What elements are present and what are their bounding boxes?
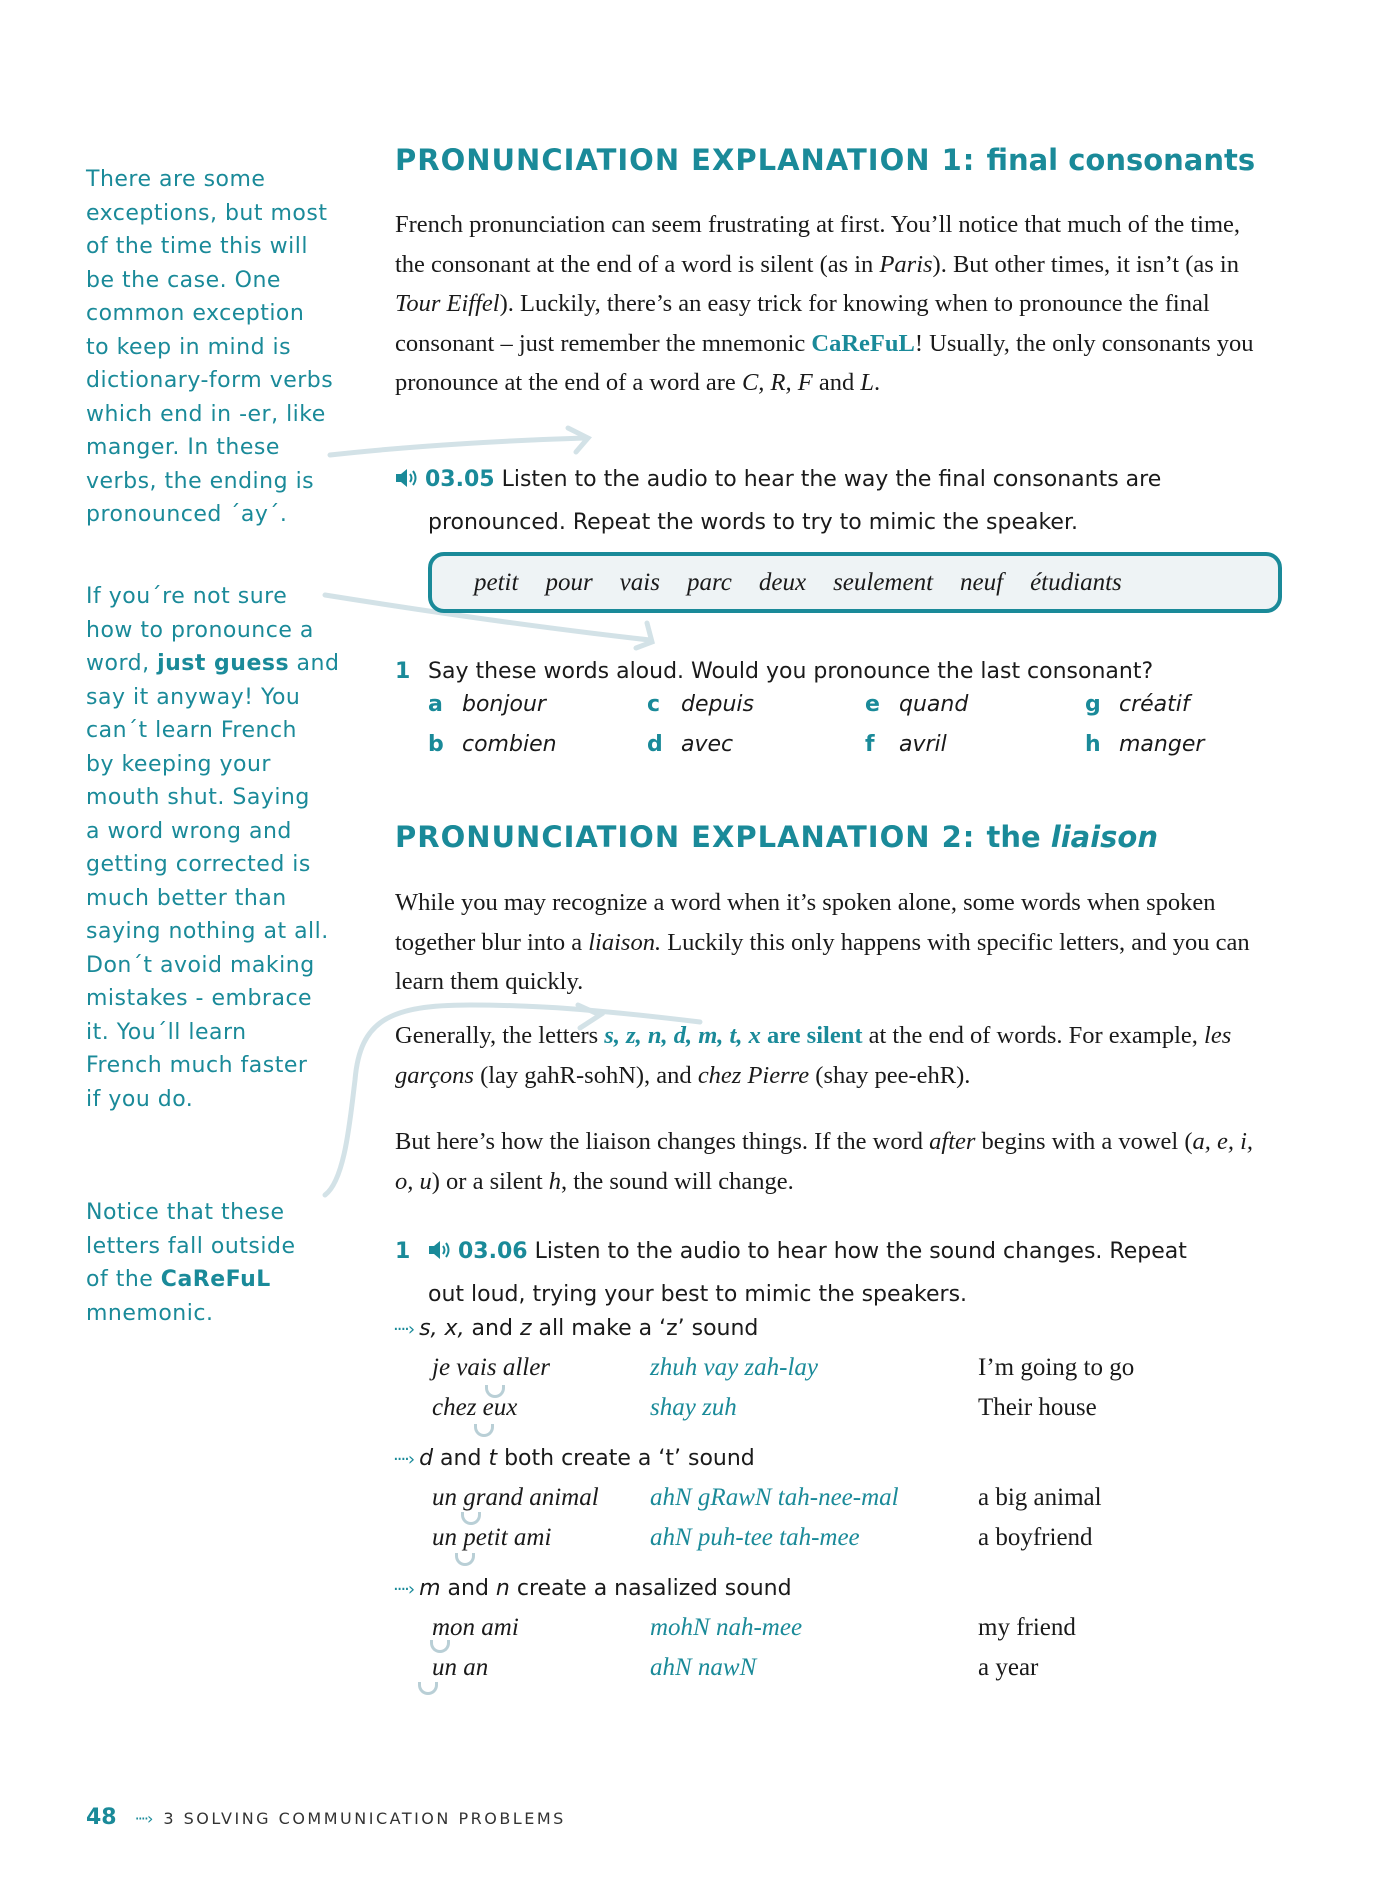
heading-tail: final consonants <box>986 143 1256 177</box>
example-phrase: les garçons <box>395 1022 1232 1089</box>
word: deux <box>758 568 807 596</box>
note-line: pronounced ´ay´. <box>86 502 288 527</box>
speaker-icon[interactable] <box>395 463 421 503</box>
example-word: Paris <box>879 250 933 278</box>
item-word: créatif <box>1119 692 1190 717</box>
word: seulement <box>833 568 934 596</box>
english: a boyfriend <box>978 1524 1093 1551</box>
note-line: getting corrected is <box>86 852 311 877</box>
note-line: mouth shut. Saying <box>86 785 310 810</box>
side-note-careful <box>86 1196 376 1330</box>
instruction-text: Listen to the audio to hear how the sound changes. Repeat <box>534 1239 1187 1264</box>
exercise-item <box>865 692 968 717</box>
note-line: by keeping your <box>86 751 271 777</box>
rule-heading-t-sound <box>393 1446 755 1471</box>
dotted-arrow-icon: ····› <box>393 1579 414 1600</box>
letters: C, R, F <box>741 369 813 396</box>
word: pour <box>545 568 593 596</box>
example-phrase: chez Pierre <box>697 1061 810 1089</box>
page-footer <box>86 1805 566 1830</box>
english: a big animal <box>978 1484 1102 1511</box>
instruction-line <box>395 460 1255 503</box>
text: French pronunciation can seem frustrating at first. You’ll notice that much of the time, the consonant at the end of a word is silent (as in <box>395 211 1241 278</box>
note-emphasis: just guess <box>157 651 290 676</box>
note-line: Don´t avoid making <box>86 952 315 978</box>
letters: n <box>495 1576 510 1601</box>
silent-letters: s, z, n, d, m, t, x <box>604 1022 761 1049</box>
note-line: Notice that these <box>86 1200 285 1225</box>
text: both create a ‘t’ sound <box>497 1446 755 1471</box>
item-letter: h <box>1085 732 1101 757</box>
letters: t <box>488 1446 498 1471</box>
note-line: French much faster <box>86 1053 308 1078</box>
note-line: dictionary-form verbs <box>86 368 334 393</box>
exercise-item <box>865 732 947 757</box>
word: neuf <box>960 568 1004 596</box>
example-word: Tour Eiffel <box>395 290 500 317</box>
heading-tail: the <box>986 820 1051 854</box>
note-line: to keep in mind is <box>86 334 292 360</box>
word: vais <box>619 568 660 596</box>
note-line: mnemonic. <box>86 1300 214 1326</box>
item-letter: c <box>647 692 661 717</box>
item-letter: b <box>428 732 444 757</box>
text: ). But other times, it isn’t (as in <box>932 250 1239 278</box>
audio-track-code[interactable]: 03.05 <box>425 467 495 492</box>
chapter-title: 3 SOLVING COMMUNICATION PROBLEMS <box>163 1809 566 1828</box>
note-line <box>86 1263 376 1297</box>
note-text: and <box>289 651 340 676</box>
word: étudiants <box>1030 568 1122 596</box>
phonetic: zhuh vay zah-lay <box>650 1354 819 1381</box>
note-line: which end in -er, like <box>86 401 326 427</box>
item-word: bonjour <box>462 692 546 717</box>
letters: s, x, <box>419 1316 465 1341</box>
note-line: letters fall outside <box>86 1233 296 1259</box>
letters: m <box>419 1576 441 1601</box>
heading-main: PRONUNCIATION EXPLANATION 1: <box>395 143 987 177</box>
text: begins with a vowel ( <box>975 1128 1193 1155</box>
heading-main: PRONUNCIATION EXPLANATION 2: <box>395 820 987 854</box>
phonetic: ahN nawN <box>650 1654 757 1681</box>
item-letter: f <box>865 732 875 757</box>
letters: z <box>519 1316 532 1341</box>
dotted-arrow-icon: ····› <box>393 1319 414 1340</box>
note-line: can´t learn French <box>86 718 297 743</box>
paragraph-liaison-intro <box>395 883 1255 1002</box>
note-line: say it anyway! You <box>86 684 301 710</box>
word: petit <box>474 568 519 596</box>
note-line: be the case. One <box>86 267 281 293</box>
liaison-mark-icon <box>430 1640 450 1653</box>
text: While you may recognize a word when it’s spoken alone, some words when spoken together blur into a <box>395 889 1216 956</box>
item-letter: d <box>647 732 663 757</box>
item-word: avril <box>899 732 947 757</box>
text: (shay pee-ehR). <box>809 1061 971 1089</box>
heading-tail-italic: liaison <box>1050 820 1158 854</box>
exercise-number: 1 <box>395 1239 411 1264</box>
liaison-mark-icon <box>418 1682 438 1695</box>
note-line: exceptions, but most <box>86 200 328 226</box>
audio-instruction-0305 <box>395 460 1255 542</box>
instruction-text: out loud, trying your best to mimic the speakers. <box>428 1281 968 1307</box>
exercise-item <box>647 732 733 757</box>
exercise-item <box>428 732 557 757</box>
note-line: manger. In these <box>86 435 280 460</box>
paragraph-final-consonants <box>395 205 1255 403</box>
mnemonic: CaReFuL <box>811 329 915 357</box>
audio-instruction-0306 <box>395 1232 1255 1314</box>
french-phrase: chez eux <box>432 1394 518 1421</box>
section-heading-final-consonants <box>395 143 1255 177</box>
exercise-number: 1 <box>395 659 411 684</box>
note-text: of the <box>86 1267 161 1292</box>
text: . <box>873 369 881 396</box>
note-line: if you do. <box>86 1086 194 1112</box>
text: ). Luckily, there’s an easy trick for knowing when to pronounce the final consonant – just remember the mnemonic <box>395 290 1210 357</box>
french-phrase: un petit ami <box>432 1524 552 1551</box>
note-line: how to pronounce a <box>86 617 314 643</box>
phonetic: ahN gRawN tah-nee-mal <box>650 1484 899 1511</box>
letters: L <box>860 369 874 396</box>
page-number: 48 <box>86 1805 117 1830</box>
note-text: word, <box>86 651 158 676</box>
english: my friend <box>978 1614 1076 1641</box>
side-note-exceptions <box>86 163 376 532</box>
vowels: a, e, i, o, u <box>395 1128 1254 1195</box>
dotted-arrow-icon: ····› <box>393 1449 414 1470</box>
note-line: of the time this will <box>86 234 308 259</box>
term: liaison. <box>588 928 662 956</box>
instruction-line <box>395 1232 1255 1275</box>
section-heading-liaison <box>395 820 1158 854</box>
french-phrase: un an <box>432 1654 489 1681</box>
note-line: There are some <box>86 167 266 192</box>
english: Their house <box>978 1394 1097 1421</box>
side-note-just-guess <box>86 580 376 1116</box>
instruction-text: pronounced. Repeat the words to try to mimic the speaker. <box>428 509 1078 535</box>
liaison-mark-icon <box>455 1553 475 1566</box>
english: a year <box>978 1654 1039 1681</box>
note-line: it. You´ll learn <box>86 1019 247 1045</box>
text: ) or a silent <box>431 1167 549 1195</box>
item-letter: a <box>428 692 443 717</box>
text: ! Usually, the only consonants you pronounce at the end of a word are <box>395 329 1254 396</box>
exercise-item <box>647 692 754 717</box>
note-line: saying nothing at all. <box>86 919 329 944</box>
note-line: much better than <box>86 885 287 911</box>
text: , the sound will change. <box>561 1167 794 1195</box>
note-line: mistakes - embrace <box>86 986 313 1011</box>
exercise-prompt: Say these words aloud. Would you pronounce the last consonant? <box>428 659 1154 684</box>
dotted-arrow-icon: ····› <box>134 1809 152 1828</box>
item-letter: e <box>865 692 880 717</box>
text: create a nasalized sound <box>509 1576 792 1601</box>
text: all make a ‘z’ sound <box>531 1316 759 1341</box>
text: Luckily this only happens with specific letters, and you can learn them quickly. <box>395 928 1250 995</box>
french-phrase: un grand animal <box>432 1484 599 1511</box>
text: But here’s how the liaison changes things. If the word <box>395 1128 930 1155</box>
note-emphasis: CaReFuL <box>160 1267 271 1292</box>
item-word: combien <box>462 732 557 757</box>
french-phrase: mon ami <box>432 1614 519 1641</box>
letters: d <box>419 1446 434 1471</box>
paragraph-liaison-change <box>395 1122 1255 1201</box>
exercise-1-prompt <box>395 652 1255 692</box>
english: I’m going to go <box>978 1354 1135 1381</box>
french-phrase: je vais aller <box>432 1354 551 1381</box>
rule-heading-nasal-sound <box>393 1576 792 1601</box>
text: Generally, the letters <box>395 1022 605 1049</box>
item-letter: g <box>1085 692 1101 717</box>
note-line: verbs, the ending is <box>86 468 315 494</box>
note-line: a word wrong and <box>86 818 292 844</box>
paragraph-silent-letters <box>395 1016 1255 1095</box>
letter-h: h <box>548 1167 562 1195</box>
word-list-box <box>428 552 1282 613</box>
instruction-text: Listen to the audio to hear the way the final consonants are <box>501 467 1162 492</box>
audio-track-code[interactable]: 03.06 <box>458 1239 528 1264</box>
exercise-item <box>1085 692 1190 717</box>
exercise-item <box>428 692 546 717</box>
phonetic: mohN nah-mee <box>650 1614 803 1641</box>
text: and <box>812 369 861 396</box>
item-word: avec <box>681 732 734 757</box>
text: and <box>433 1446 489 1471</box>
phonetic: shay zuh <box>650 1394 737 1421</box>
emphasis: after <box>929 1128 976 1155</box>
emphasis: are silent <box>760 1022 863 1049</box>
speaker-icon[interactable] <box>428 1235 454 1275</box>
liaison-mark-icon <box>474 1424 494 1437</box>
item-word: depuis <box>681 692 754 717</box>
phonetic: ahN puh-tee tah-mee <box>650 1524 860 1551</box>
rule-heading-z-sound <box>393 1316 758 1341</box>
exercise-item <box>1085 732 1204 757</box>
note-line: common exception <box>86 301 305 326</box>
note-line <box>86 647 376 681</box>
item-word: quand <box>899 692 969 717</box>
word: parc <box>686 568 732 596</box>
text: and <box>440 1576 496 1601</box>
text: (lay gahR-sohN), and <box>473 1061 698 1089</box>
note-line: If you´re not sure <box>86 584 288 609</box>
text: at the end of words. For example, <box>862 1022 1205 1049</box>
text: and <box>464 1316 520 1341</box>
item-word: manger <box>1119 732 1205 757</box>
